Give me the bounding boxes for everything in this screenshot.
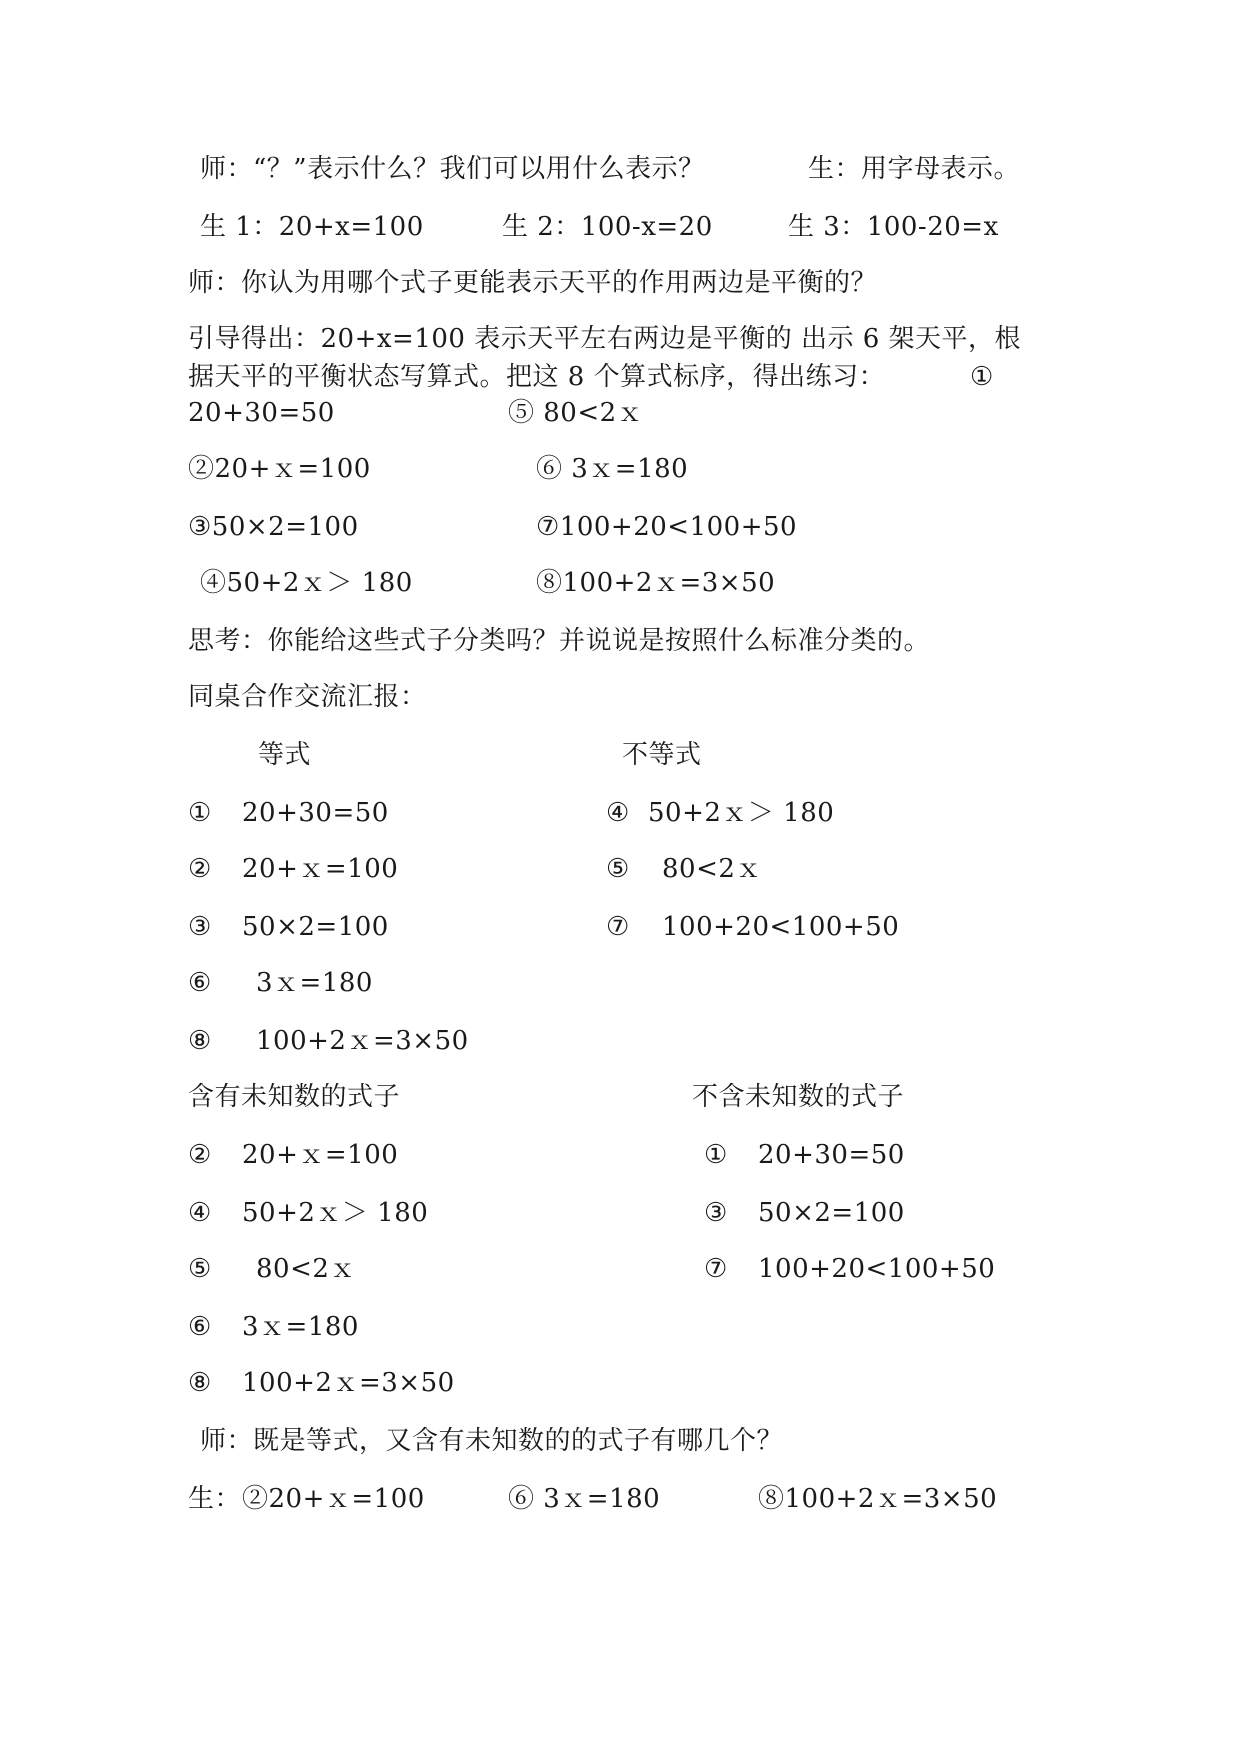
eq-item-number: ③ <box>188 912 212 942</box>
think-question: 思考：你能给这些式子分类吗？并说说是按照什么标准分类的。 <box>188 626 931 656</box>
known-item-number: ⑦ <box>704 1254 728 1284</box>
with-unknown-header: 含有未知数的式子 <box>188 1082 401 1112</box>
unknown-item-expression: 80<2ｘ <box>256 1254 356 1284</box>
unknown-item-expression: 50+2ｘ＞ 180 <box>242 1198 429 1228</box>
eq-item-number: ② <box>188 854 212 884</box>
unknown-item-number: ④ <box>188 1198 212 1228</box>
without-unknown-header: 不含未知数的式子 <box>692 1082 905 1112</box>
student-1-equation: 生 1：20+x=100 <box>200 212 424 242</box>
exercise-2: ②20+ｘ=100 <box>188 454 371 484</box>
exercise-1: 20+30=50 <box>188 398 335 428</box>
known-item-number: ③ <box>704 1198 728 1228</box>
answer-prefix: 生： <box>188 1484 242 1514</box>
ineq-item-expression: 80<2ｘ <box>662 854 762 884</box>
answer-expression-8: ⑧100+2ｘ=3×50 <box>758 1484 998 1514</box>
student-answer-1: 生：用字母表示。 <box>808 154 1021 184</box>
unknown-item-expression: 20+ｘ=100 <box>242 1140 399 1170</box>
student-2-equation: 生 2：100-x=20 <box>502 212 713 242</box>
guide-text-line-2: 据天平的平衡状态写算式。把这 8 个算式标序，得出练习： <box>188 362 886 392</box>
unknown-item-expression: 100+2ｘ=3×50 <box>242 1368 455 1398</box>
exercise-5: ⑤ 80<2ｘ <box>508 398 644 428</box>
known-item-number: ① <box>704 1140 728 1170</box>
unknown-item-expression: 3ｘ=180 <box>242 1312 359 1342</box>
exercise-7: ⑦100+20<100+50 <box>536 512 798 542</box>
ineq-item-expression: 100+20<100+50 <box>662 912 900 942</box>
eq-item-expression: 3ｘ=180 <box>256 968 373 998</box>
answer-expression-6: ⑥ 3ｘ=180 <box>508 1484 661 1514</box>
eq-item-expression: 50×2=100 <box>242 912 389 942</box>
known-item-expression: 20+30=50 <box>758 1140 905 1170</box>
teacher-question-1: 师：“？”表示什么？我们可以用什么表示？ <box>200 154 705 184</box>
eq-item-number: ⑥ <box>188 968 212 998</box>
unknown-item-number: ② <box>188 1140 212 1170</box>
exercise-6: ⑥ 3ｘ=180 <box>536 454 689 484</box>
exercise-3: ③50×2=100 <box>188 512 359 542</box>
unknown-item-number: ⑧ <box>188 1368 212 1398</box>
ineq-item-number: ⑤ <box>606 854 630 884</box>
student-3-equation: 生 3：100-20=x <box>788 212 999 242</box>
teacher-question-3: 师：既是等式，又含有未知数的的式子有哪几个？ <box>200 1426 784 1456</box>
ineq-item-number: ④ <box>606 798 630 828</box>
guide-text-line-1: 引导得出：20+x=100 表示天平左右两边是平衡的 出示 6 架天平，根 <box>188 324 1022 354</box>
eq-item-expression: 20+30=50 <box>242 798 389 828</box>
eq-item-expression: 20+ｘ=100 <box>242 854 399 884</box>
exercise-8: ⑧100+2ｘ=3×50 <box>536 568 776 598</box>
inequalities-header: 不等式 <box>622 740 702 770</box>
exercise-4: ④50+2ｘ＞ 180 <box>200 568 413 598</box>
answer-expression-2: ②20+ｘ=100 <box>242 1484 425 1514</box>
equations-header: 等式 <box>258 740 312 770</box>
known-item-expression: 50×2=100 <box>758 1198 905 1228</box>
exercise-number-1: ① <box>970 362 994 392</box>
teacher-question-2: 师：你认为用哪个式子更能表示天平的作用两边是平衡的？ <box>188 268 878 298</box>
unknown-item-number: ⑥ <box>188 1312 212 1342</box>
eq-item-expression: 100+2ｘ=3×50 <box>256 1026 469 1056</box>
eq-item-number: ① <box>188 798 212 828</box>
ineq-item-expression: 50+2ｘ＞ 180 <box>648 798 835 828</box>
known-item-expression: 100+20<100+50 <box>758 1254 996 1284</box>
ineq-item-number: ⑦ <box>606 912 630 942</box>
report-heading: 同桌合作交流汇报： <box>188 682 427 712</box>
eq-item-number: ⑧ <box>188 1026 212 1056</box>
unknown-item-number: ⑤ <box>188 1254 212 1284</box>
